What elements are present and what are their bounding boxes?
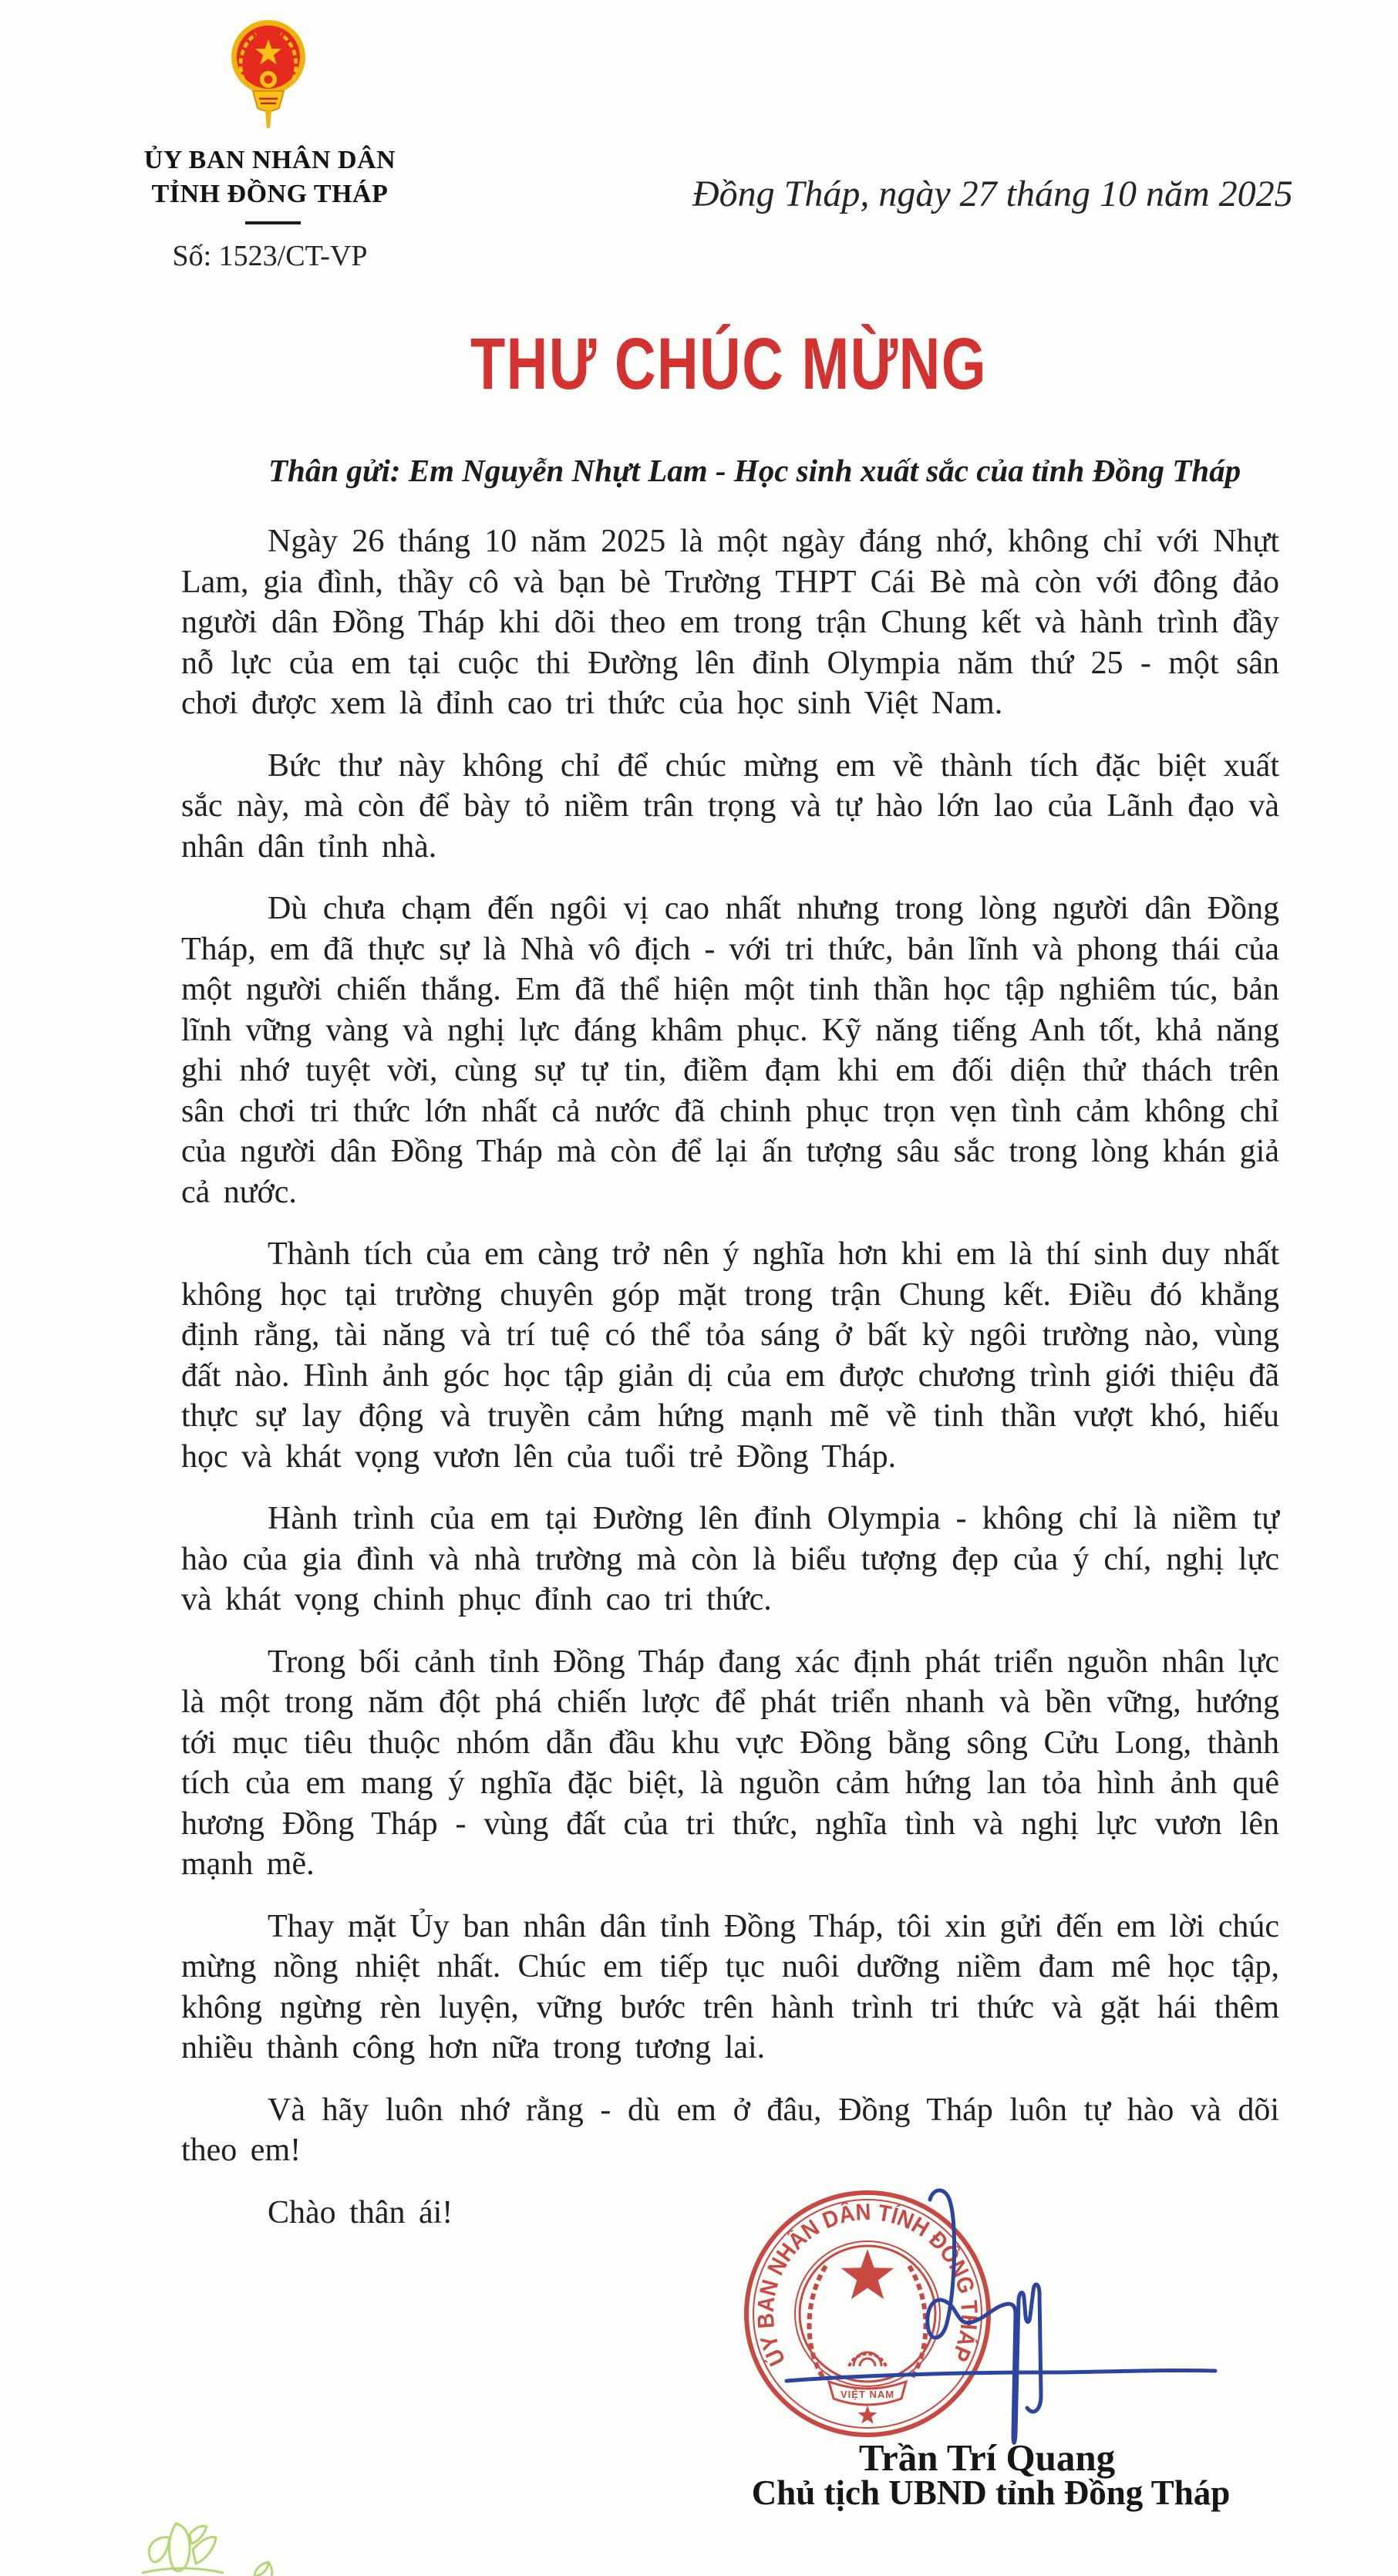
place-date-line: Đồng Tháp, ngày 27 tháng 10 năm 2025 bbox=[692, 174, 1293, 214]
issuer-divider bbox=[245, 221, 301, 224]
letter-paragraph: Hành trình của em tại Đường lên đỉnh Olympia - không chỉ là niềm tự hào của gia đình và nhà trường mà còn là biểu tượng đẹp của ý chí, nghị lực và khát vọng chinh phục đỉnh cao tri thức. bbox=[181, 1501, 1279, 1617]
letter-paragraph: Thành tích của em càng trở nên ý nghĩa hơn khi em là thí sinh duy nhất không học tại trường chuyên góp mặt trong trận Chung kết. Điều đó khẳng định rằng, tài năng và trí tuệ có thể tỏa sáng ở bất kỳ ngôi trường nào, vùng đất nào. Hình ảnh góc học tập giản dị của em được chương trình giới thiệu đã thực sự lay động và truyền cảm hứng mạnh mẽ về tinh thần vượt khó, hiếu học và khát vọng vươn lên của tuổi trẻ Đồng Tháp. bbox=[181, 1236, 1279, 1475]
letter-paragraph: Bức thư này không chỉ để chúc mừng em về thành tích đặc biệt xuất sắc này, mà còn để bày tỏ niềm trân trọng và tự hào lớn lao của Lãnh đạo và nhân dân tỉnh nhà. bbox=[181, 747, 1279, 865]
letter-paragraph: Ngày 26 tháng 10 năm 2025 là một ngày đáng nhớ, không chỉ với Nhựt Lam, gia đình, thầy cô và bạn bè Trường THPT Cái Bè mà còn với đông đảo người dân Đồng Tháp khi dõi theo em trong trận Chung kết và hành trình đầy nỗ lực của em tại cuộc thi Đường lên đỉnh Olympia năm thứ 25 - một sân chơi được xem là đỉnh cao tri thức của học sinh Việt Nam. bbox=[181, 524, 1279, 721]
letter-paragraph: Và hãy luôn nhớ rằng - dù em ở đâu, Đồng Tháp luôn tự hào và dõi theo em! bbox=[181, 2092, 1279, 2168]
closing-line: Chào thân ái! bbox=[268, 2194, 453, 2230]
issuer-name-line2: TỈNH ĐỒNG THÁP bbox=[151, 180, 389, 208]
national-emblem-icon bbox=[228, 19, 308, 131]
letter-paragraph: Trong bối cảnh tỉnh Đồng Tháp đang xác định phát triển nguồn nhân lực là một trong năm đột phá chiến lược để phát triển nhanh và bền vững, hướng tới mục tiêu thuộc nhóm dẫn đầu khu vực Đồng bằng sông Cửu Long, thành tích của em mang ý nghĩa đặc biệt, là nguồn cảm hứng lan tỏa hình ảnh quê hương Đồng Tháp - vùng đất của tri thức, nghĩa tình và nghị lực vươn lên mạnh mẽ. bbox=[181, 1644, 1279, 1882]
lotus-watermark-icon bbox=[139, 2516, 293, 2576]
seal-center-text: VIỆT NAM bbox=[840, 2389, 895, 2400]
letter-title: THƯ CHÚC MỪNG bbox=[470, 323, 988, 405]
letter-paragraph: Thay mặt Ủy ban nhân dân tỉnh Đồng Tháp, tôi xin gửi đến em lời chúc mừng nồng nhiệt nhất. Chúc em tiếp tục nuôi dưỡng niềm đam mê học tập, không ngừng rèn luyện, vững bước trên hành trình tri thức và gặt hái thêm nhiều thành công hơn nữa trong tương lai. bbox=[181, 1908, 1279, 2065]
signer-name: Trần Trí Quang bbox=[858, 2436, 1116, 2479]
letter-body bbox=[181, 521, 1279, 2254]
letter-paragraph: Dù chưa chạm đến ngôi vị cao nhất nhưng trong lòng người dân Đồng Tháp, em đã thực sự là Nhà vô địch - với tri thức, bản lĩnh và phong thái của một người chiến thắng. Em đã thể hiện một tinh thần học tập nghiêm túc, bản lĩnh vững vàng và nghị lực đáng khâm phục. Kỹ năng tiếng Anh tốt, khả năng ghi nhớ tuyệt vời, cùng sự tự tin, điềm đạm khi em đối diện thử thách trên sân chơi tri thức lớn nhất cả nước đã chinh phục trọn vẹn tình cảm không chỉ của người dân Đồng Tháp mà còn để lại ấn tượng sâu sắc trong lòng khán giả cả nước. bbox=[181, 891, 1279, 1210]
issuer-block bbox=[100, 143, 440, 211]
signer-title: Chủ tịch UBND tỉnh Đồng Tháp bbox=[751, 2473, 1231, 2512]
seal-ring-text: ỦY BAN NHÂN DÂN TỈNH ĐỒNG THÁP bbox=[753, 2199, 982, 2370]
salutation-line: Thân gửi: Em Nguyễn Nhựt Lam - Học sinh xuất sắc của tỉnh Đồng Tháp bbox=[268, 453, 1241, 488]
document-number: Số: 1523/CT-VP bbox=[172, 240, 368, 272]
handwritten-signature bbox=[763, 2098, 1265, 2468]
issuer-name-line1: ỦY BAN NHÂN DÂN bbox=[143, 146, 396, 174]
